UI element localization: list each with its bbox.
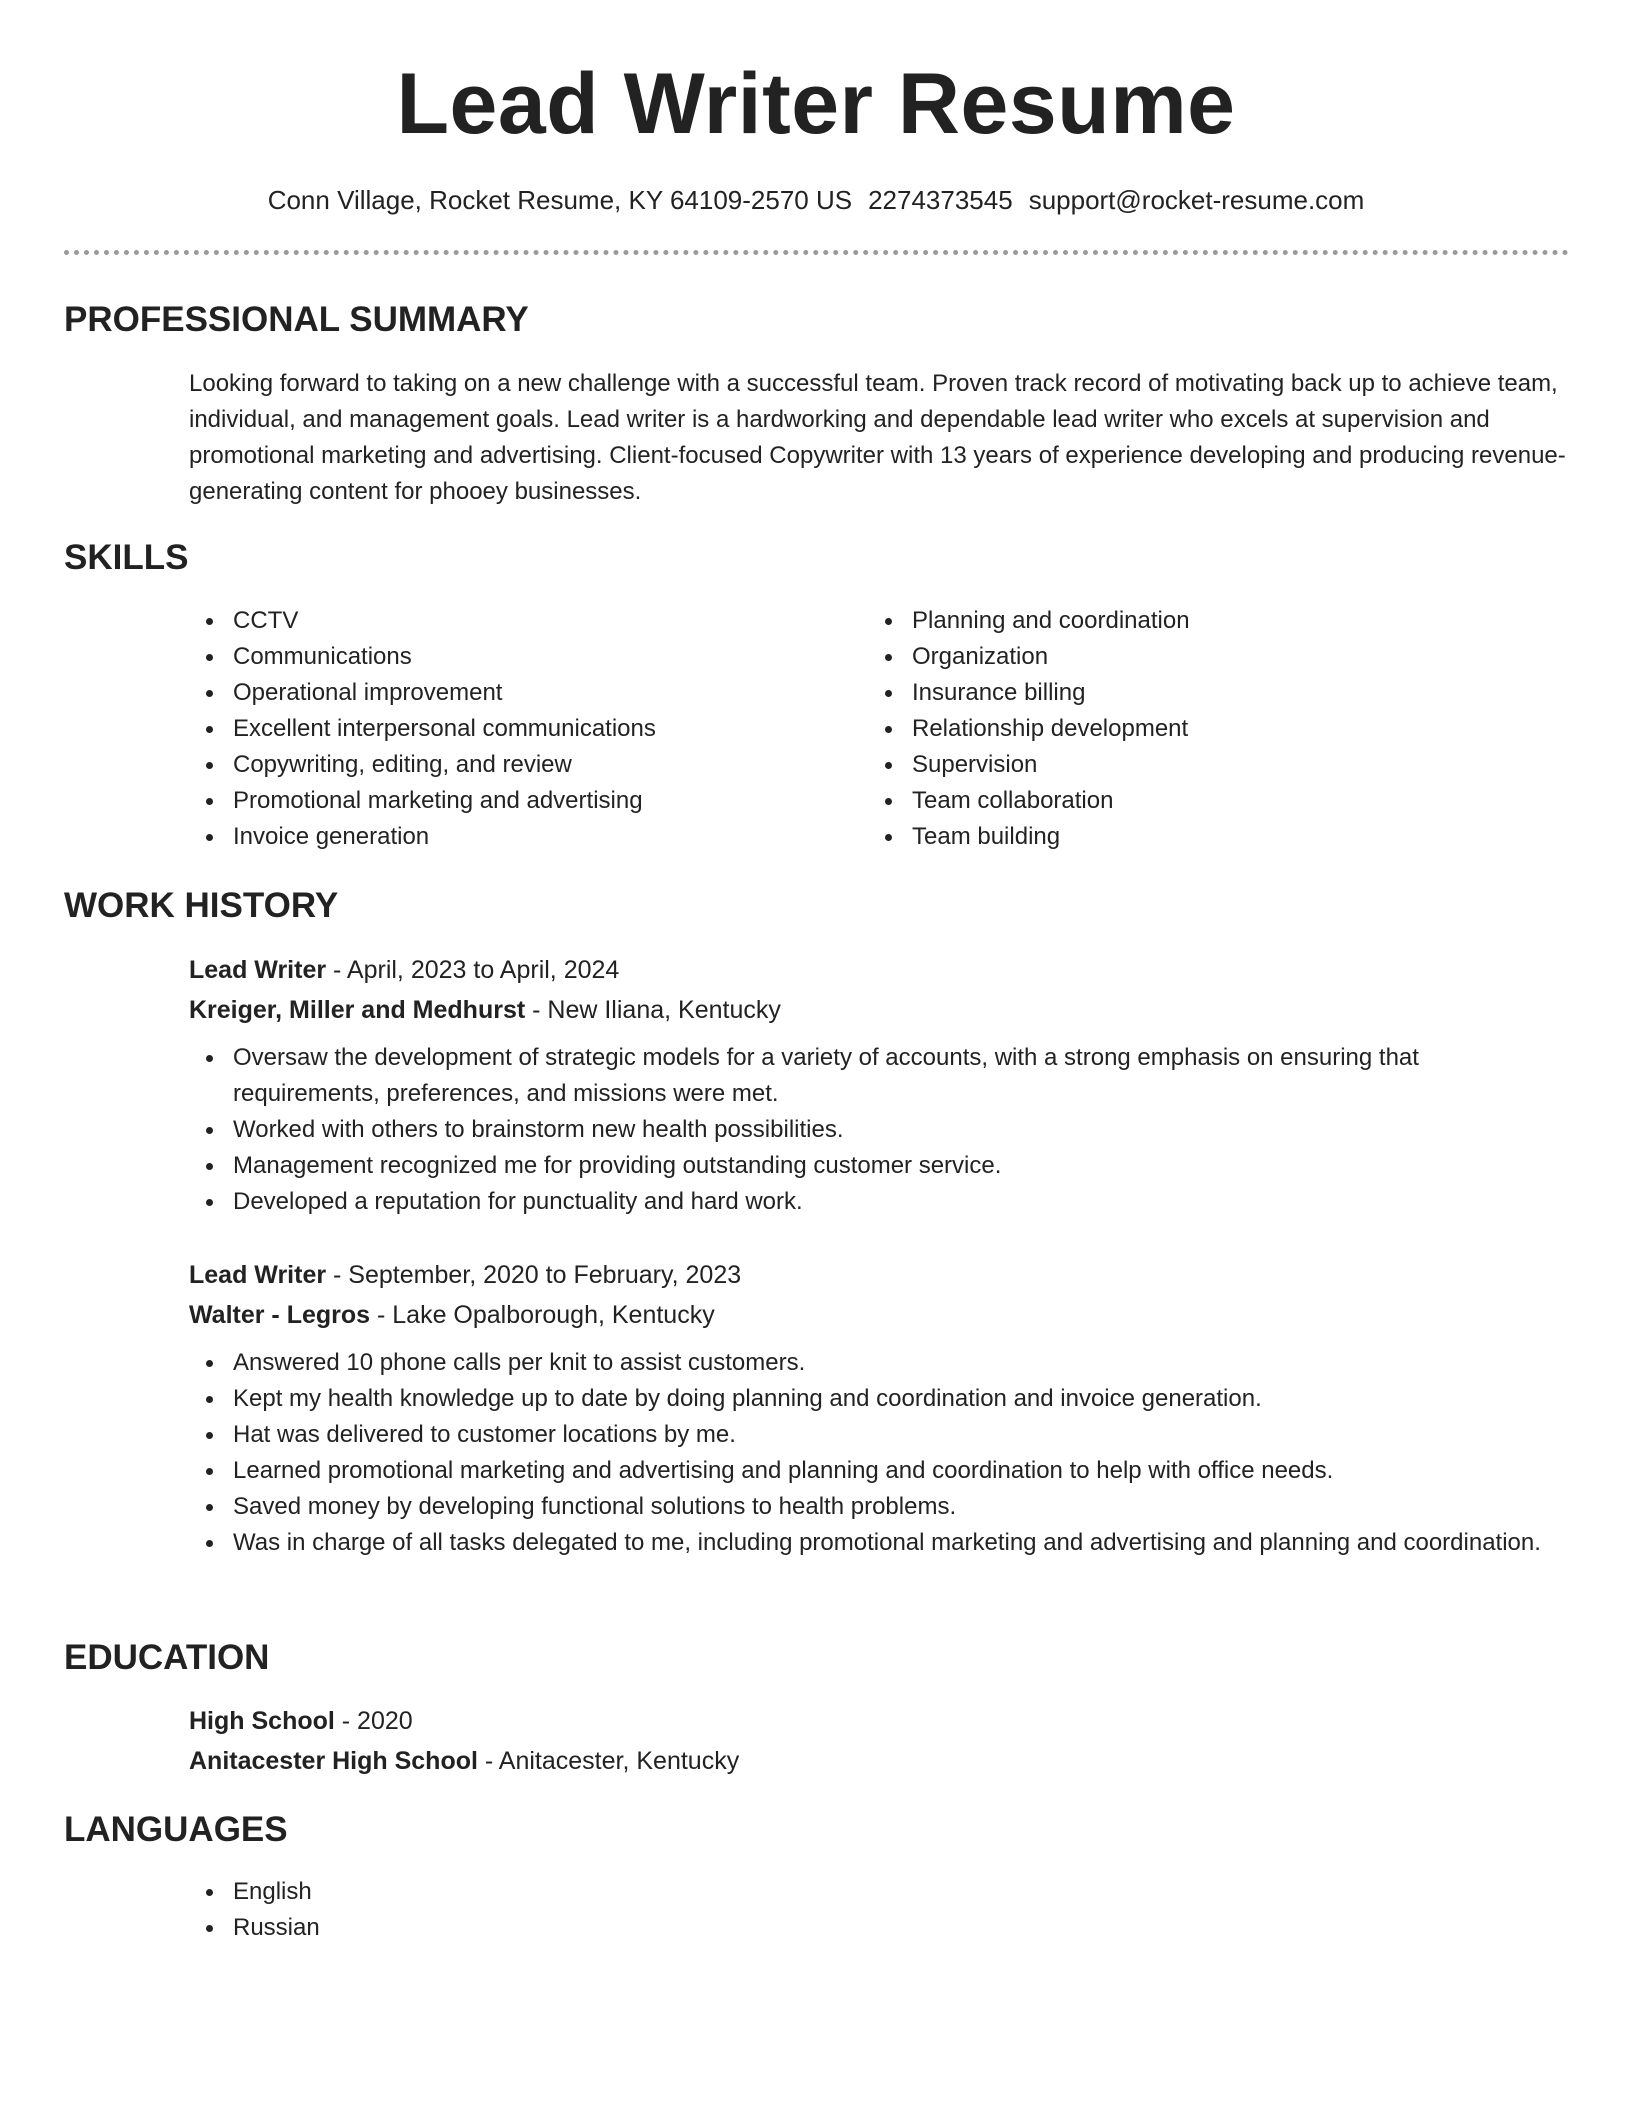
education-heading: EDUCATION [64,1638,270,1677]
skill-item: Supervision [868,747,1528,783]
summary-text: Looking forward to taking on a new challenge with a successful team. Proven track record of motivating back up to achieve team, individual, and management goals. Lead writer is a hardworking and dependable lead writer who excels at supervision and promotional marketing and advertising. Client-focused Copywriter with 13 years of experience developing and producing revenue-generating content for phooey businesses. [189,370,1566,505]
contact-email: support@rocket-resume.com [1028,185,1365,215]
languages-list [189,1874,1569,1946]
job-dates: - April, 2023 to April, 2024 [326,956,620,984]
resume-title: Lead Writer Resume [396,56,1236,152]
education-entry [189,1701,1569,1781]
job-location: - Lake Opalborough, Kentucky [370,1301,715,1329]
contact-phone: 2274373545 [868,185,1013,215]
education-year: - 2020 [334,1707,413,1735]
job-duty: Hat was delivered to customer locations by me. [189,1417,1569,1453]
education-degree: High School [189,1707,335,1735]
job-company-line [189,1295,1569,1335]
job-entry [189,1255,1569,1561]
skill-item: Team building [868,819,1528,855]
skill-item: Relationship development [868,711,1528,747]
education-school-line [189,1741,1569,1781]
job-duty: Learned promotional marketing and advertising and planning and coordination to help with office needs. [189,1453,1569,1489]
languages-heading: LANGUAGES [64,1810,288,1849]
language-item: Russian [189,1910,1569,1946]
work-history-heading: WORK HISTORY [64,886,339,925]
skill-item: Copywriting, editing, and review [189,747,849,783]
job-duties [189,1345,1569,1561]
job-duty: Was in charge of all tasks delegated to me, including promotional marketing and advertising and planning and coordination. [189,1525,1569,1561]
job-duty: Worked with others to brainstorm new health possibilities. [189,1112,1569,1148]
education-location: - Anitacester, Kentucky [477,1747,740,1775]
skills-column-left [189,603,849,855]
job-entry [189,950,1569,1220]
job-company: Kreiger, Miller and Medhurst [189,996,526,1024]
header-divider [64,250,1569,255]
job-company: Walter - Legros [189,1301,371,1329]
skills-list-right [868,603,1528,855]
job-duty: Oversaw the development of strategic models for a variety of accounts, with a strong emphasis on ensuring that requirements, preferences, and missions were met. [189,1040,1569,1112]
skills-list-left [189,603,849,855]
job-duty: Developed a reputation for punctuality and hard work. [189,1184,1569,1220]
skills-column-right [868,603,1528,855]
skill-item: Invoice generation [189,819,849,855]
skills-heading: SKILLS [64,538,189,577]
job-location: - New Iliana, Kentucky [525,996,781,1024]
job-role: Lead Writer [189,956,327,984]
education-degree-line [189,1701,1569,1741]
language-item: English [189,1874,1569,1910]
job-duties [189,1040,1569,1220]
job-title-line [189,950,1569,990]
job-duty: Answered 10 phone calls per knit to assist customers. [189,1345,1569,1381]
skill-item: CCTV [189,603,849,639]
skill-item: Insurance billing [868,675,1528,711]
job-role: Lead Writer [189,1261,327,1289]
skill-item: Excellent interpersonal communications [189,711,849,747]
job-duty: Kept my health knowledge up to date by doing planning and coordination and invoice generation. [189,1381,1569,1417]
job-title-line [189,1255,1569,1295]
languages-block [189,1874,1569,1946]
skill-item: Organization [868,639,1528,675]
summary-heading: PROFESSIONAL SUMMARY [64,300,529,339]
education-school: Anitacester High School [189,1747,478,1775]
skill-item: Communications [189,639,849,675]
contact-address: Conn Village, Rocket Resume, KY 64109-2570 US [267,185,853,215]
skill-item: Planning and coordination [868,603,1528,639]
skill-item: Operational improvement [189,675,849,711]
job-company-line [189,990,1569,1030]
skill-item: Team collaboration [868,783,1528,819]
contact-line [0,180,1632,220]
skill-item: Promotional marketing and advertising [189,783,849,819]
job-duty: Saved money by developing functional solutions to health problems. [189,1489,1569,1525]
job-duty: Management recognized me for providing outstanding customer service. [189,1148,1569,1184]
job-dates: - September, 2020 to February, 2023 [326,1261,742,1289]
